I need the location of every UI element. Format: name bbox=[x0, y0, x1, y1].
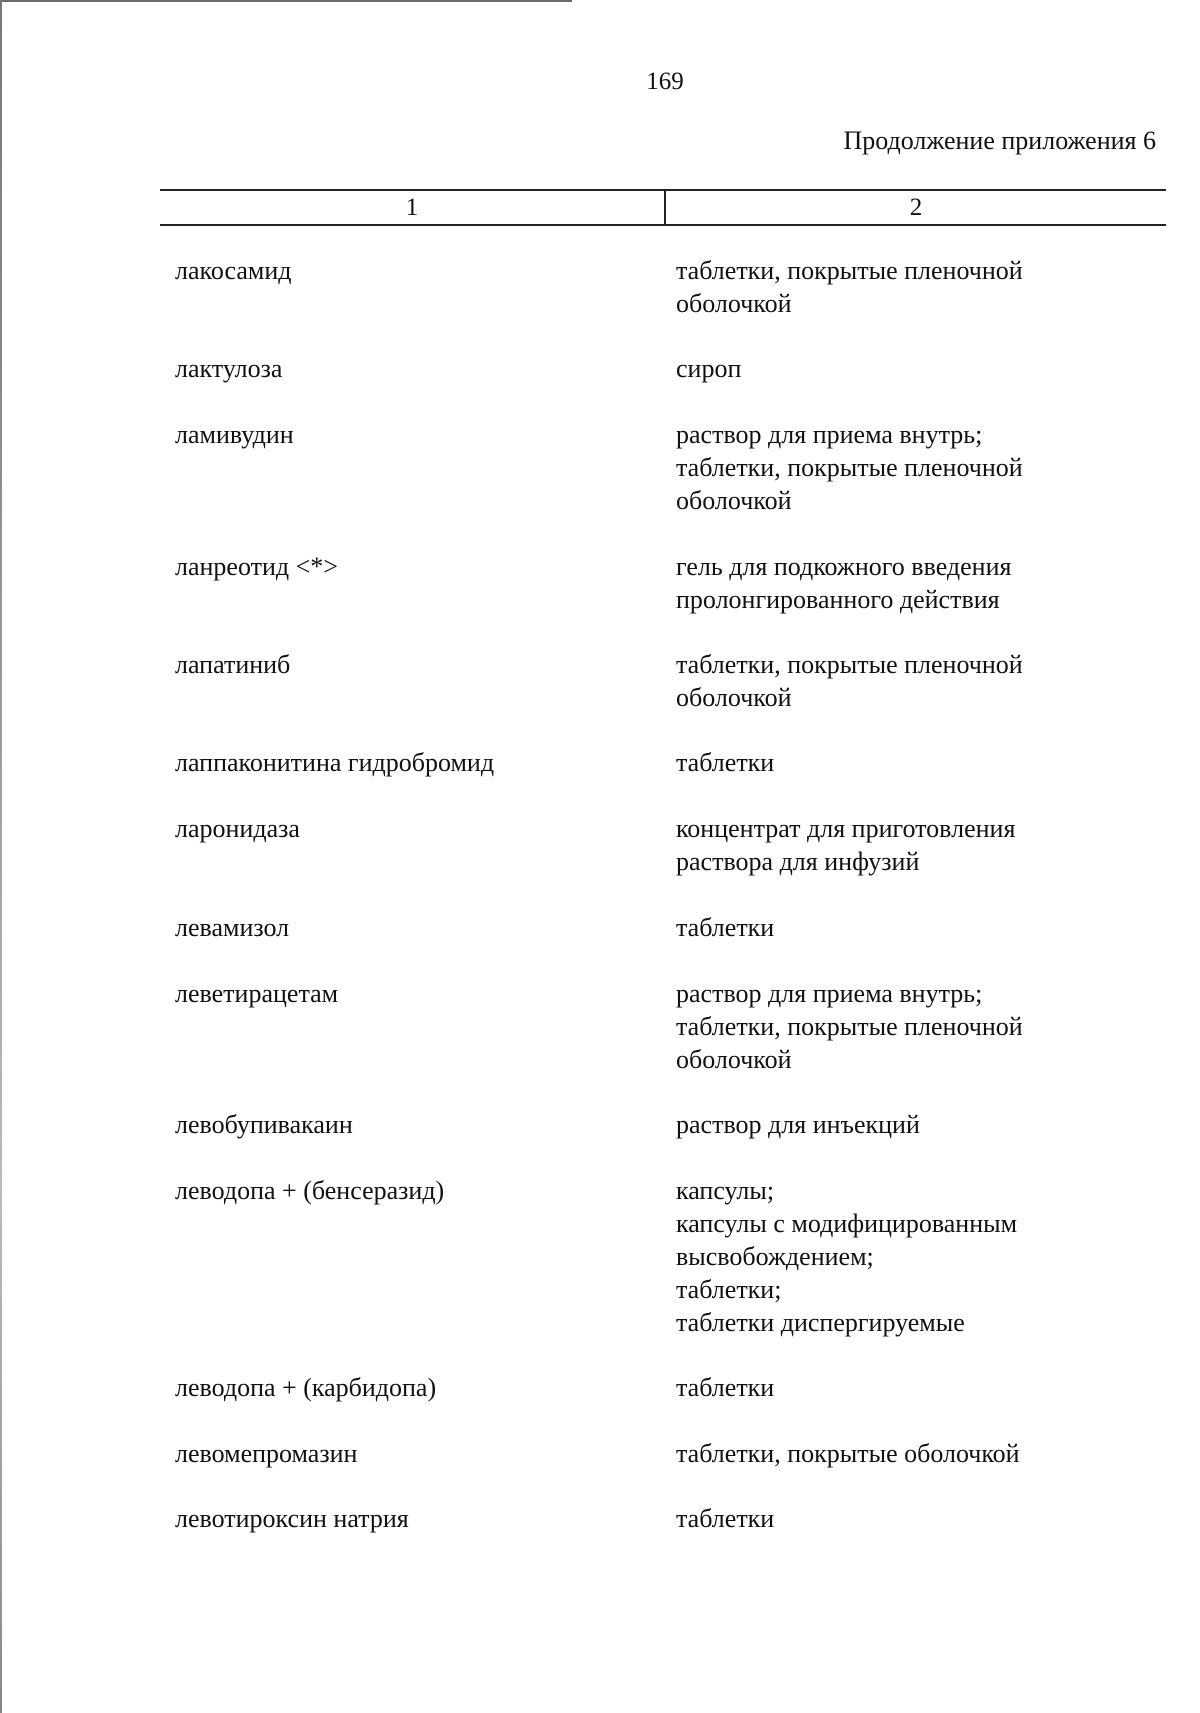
page-number: 169 bbox=[646, 68, 684, 95]
column-header-1: 1 bbox=[160, 191, 666, 224]
drug-name: ларонидаза bbox=[175, 814, 300, 843]
drug-name: ламивудин bbox=[175, 420, 294, 449]
dosage-form: гель для подкожного введения пролонгированного действия bbox=[676, 552, 1012, 614]
drug-name: лапатиниб bbox=[175, 650, 291, 679]
dosage-form: таблетки, покрытые пленочной оболочкой bbox=[676, 256, 1023, 318]
dosage-form: таблетки bbox=[676, 1373, 775, 1402]
drug-name: левомепромазин bbox=[175, 1439, 358, 1468]
scan-top-edge bbox=[0, 0, 572, 2]
drug-name: левобупивакаин bbox=[175, 1110, 353, 1139]
dosage-form: таблетки bbox=[676, 1504, 775, 1533]
dosage-form: капсулы; капсулы с модифицированным высвобождением; таблетки; таблетки диспергируемые bbox=[676, 1176, 1018, 1337]
table-header bbox=[160, 189, 1166, 226]
drug-name: лактулоза bbox=[175, 354, 283, 383]
dosage-form: раствор для приема внутрь; таблетки, покрытые пленочной оболочкой bbox=[676, 979, 1023, 1074]
drug-name: леводопа + (бенсеразид) bbox=[175, 1176, 445, 1205]
drug-name: леводопа + (карбидопа) bbox=[175, 1373, 437, 1402]
drug-name: лакосамид bbox=[175, 256, 292, 285]
dosage-form: сироп bbox=[676, 354, 742, 383]
drug-name: левамизол bbox=[175, 913, 290, 942]
dosage-form: концентрат для приготовления раствора для инфузий bbox=[676, 814, 1016, 876]
dosage-form: таблетки bbox=[676, 748, 775, 777]
dosage-form: таблетки, покрытые оболочкой bbox=[676, 1439, 1020, 1468]
dosage-form: раствор для приема внутрь; таблетки, покрытые пленочной оболочкой bbox=[676, 420, 1023, 515]
column-header-2: 2 bbox=[909, 194, 923, 221]
drug-name: левотироксин натрия bbox=[175, 1504, 409, 1533]
dosage-form: таблетки bbox=[676, 913, 775, 942]
scan-left-edge bbox=[0, 0, 2, 1713]
dosage-form: раствор для инъекций bbox=[676, 1110, 920, 1139]
dosage-form: таблетки, покрытые пленочной оболочкой bbox=[676, 650, 1023, 712]
drug-name: ланреотид <*> bbox=[175, 552, 338, 581]
drug-name: лаппаконитина гидробромид bbox=[175, 748, 495, 777]
appendix-continuation-note: Продолжение приложения 6 bbox=[843, 126, 1156, 155]
drug-name: леветирацетам bbox=[175, 979, 339, 1008]
